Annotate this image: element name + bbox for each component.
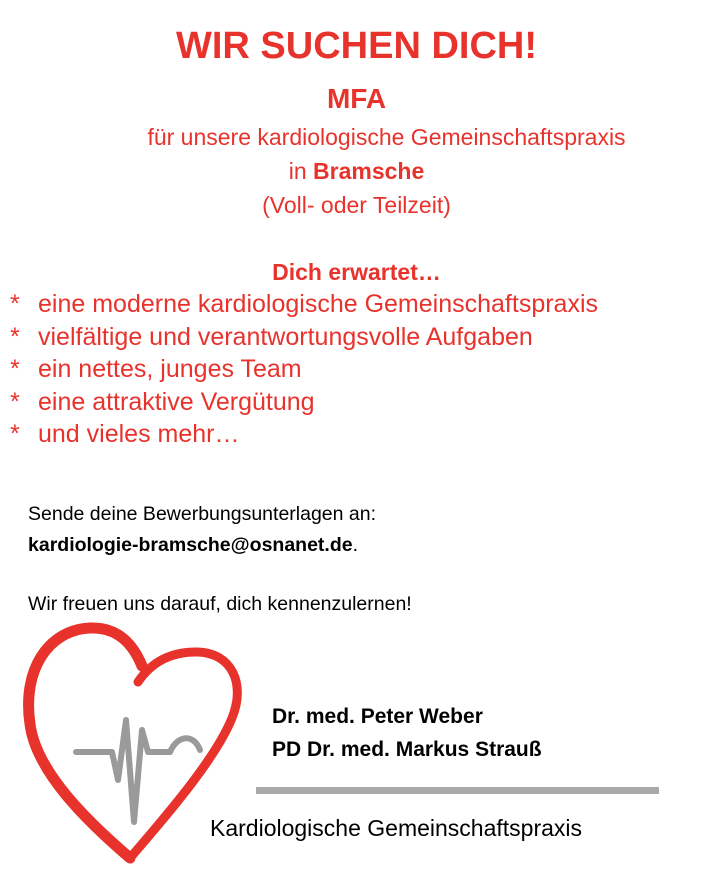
list-item-text: vielfältige und verantwortungsvolle Aufgaben	[38, 322, 533, 351]
benefits-title: Dich erwartet…	[272, 259, 441, 285]
apply-instruction: Sende deine Bewerbungsunterlagen an:	[28, 503, 377, 525]
closing-text: Wir freuen uns darauf, dich kennenzulernen!	[28, 593, 412, 615]
list-item-text: und vieles mehr…	[38, 420, 240, 448]
email-link[interactable]: kardiologie-bramsche@osnanet.de	[28, 534, 353, 556]
email-line	[28, 531, 358, 559]
ecg-line	[76, 720, 170, 822]
list-item	[10, 288, 598, 321]
email-suffix: .	[352, 534, 359, 556]
bullet: *	[10, 387, 20, 416]
list-item-text: eine attraktive Vergütung	[38, 387, 315, 416]
employment-type: (Voll- oder Teilzeit)	[262, 192, 451, 218]
list-item	[10, 353, 598, 386]
location-name: Bramsche	[313, 158, 425, 184]
job-role: MFA	[326, 83, 387, 114]
list-item-text: eine moderne kardiologische Gemeinschaftspraxis	[38, 290, 599, 318]
list-item	[10, 386, 598, 419]
doctor-name-1: Dr. med. Peter Weber	[272, 705, 483, 728]
bullet: *	[10, 322, 20, 351]
location-line	[0, 155, 713, 187]
bullet: *	[10, 355, 20, 383]
doctor-name-2: PD Dr. med. Markus Strauß	[272, 738, 542, 761]
list-item-text: ein nettes, junges Team	[38, 355, 302, 383]
bullet: *	[10, 420, 20, 448]
practice-name: Kardiologische Gemeinschaftspraxis	[210, 815, 583, 841]
list-item	[10, 321, 598, 354]
headline: WIR SUCHEN DICH!	[176, 25, 537, 67]
location-prefix: in	[288, 158, 307, 184]
list-item	[10, 418, 598, 451]
divider	[256, 787, 659, 794]
ecg-wave	[170, 738, 200, 752]
practice-description: für unsere kardiologische Gemeinschaftspraxis	[147, 124, 626, 150]
bullet: *	[10, 290, 20, 318]
benefits-list	[10, 288, 598, 451]
